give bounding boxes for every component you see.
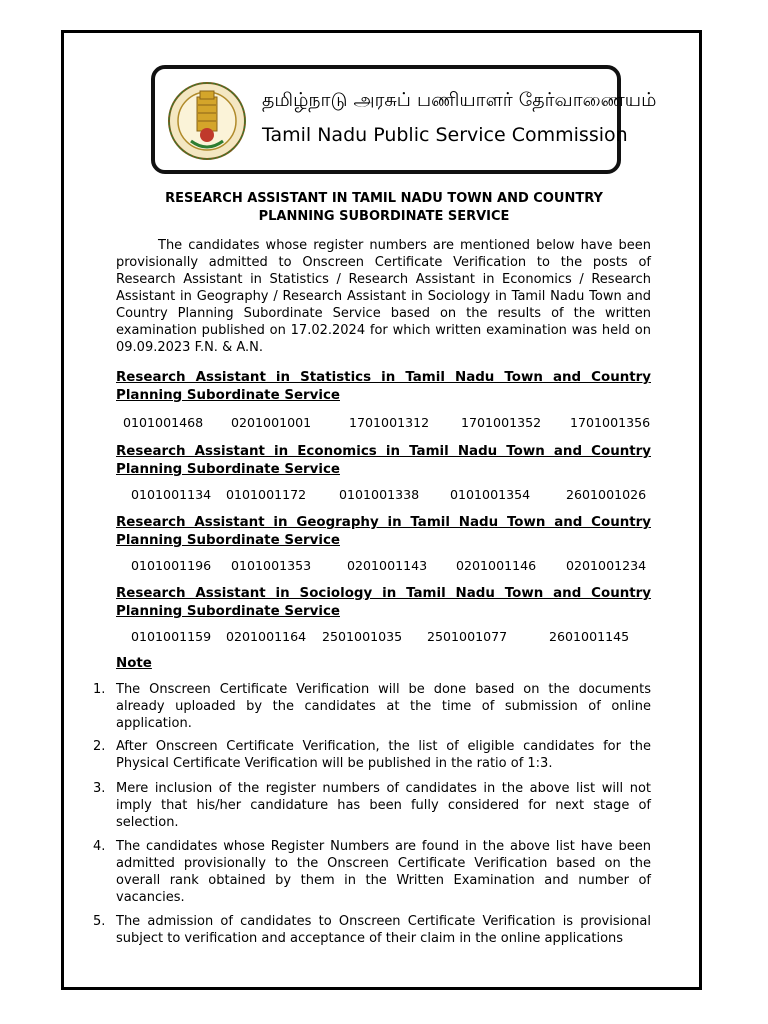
note-item-number: 1.	[93, 682, 106, 697]
register-number: 0201001001	[231, 415, 312, 430]
section-heading-geography: Research Assistant in Geography in Tamil Nadu Town and Country Planning Subordinate Service	[116, 515, 651, 548]
note-heading: Note	[116, 656, 152, 671]
section-heading-sociology: Research Assistant in Sociology in Tamil Nadu Town and Country Planning Subordinate Service	[116, 586, 651, 619]
register-number: 0101001196	[131, 558, 212, 573]
header-banner	[151, 65, 657, 174]
register-number: 2601001026	[566, 487, 647, 502]
register-number: 0101001353	[231, 558, 312, 573]
register-number: 0101001354	[450, 487, 531, 502]
note-item-text: The candidates whose Register Numbers are found in the above list have been admitted provisionally to the Onscreen Certificate Verification based on the overall rank obtained by them in the Written Examination and number of vacancies.	[116, 839, 651, 905]
register-number: 0201001146	[456, 558, 537, 573]
title-line-2: PLANNING SUBORDINATE SERVICE	[258, 209, 510, 224]
intro-text: The candidates whose register numbers are mentioned below have been provisionally admitted to Onscreen Certificate Verification to the posts of Research Assistant in Statistics / Research Assistant in Economics / Research Assistant in Geography / Research Assistant in Sociology in Tamil Nadu Town and Country Planning Subordinate Service based on the results of the written examination published on 17.02.2024 for which written examination was held on 09.09.2023 F.N. & A.N.	[116, 238, 651, 355]
note-item-number: 3.	[93, 781, 106, 796]
section-heading-economics: Research Assistant in Economics in Tamil Nadu Town and Country Planning Subordinate Service	[116, 444, 651, 477]
register-number: 0201001234	[566, 558, 647, 573]
register-number: 0201001143	[347, 558, 428, 573]
note-item	[93, 780, 651, 831]
title-line-1: RESEARCH ASSISTANT IN TAMIL NADU TOWN AND COUNTRY	[165, 191, 603, 206]
organisation-name-english: Tamil Nadu Public Service Commission	[262, 124, 628, 146]
organisation-name-tamil: தமிழ்நாடு அரசுப் பணியாளர் தேர்வாணையம்	[262, 89, 657, 111]
register-number: 2601001145	[549, 629, 630, 644]
register-number: 1701001312	[349, 415, 430, 430]
intro-paragraph	[116, 237, 651, 356]
register-number: 2501001035	[322, 629, 403, 644]
tamil-nadu-emblem-icon	[167, 75, 247, 167]
note-item-text: The Onscreen Certificate Verification will be done based on the documents already uploaded by the candidates at the time of submission of online application.	[116, 682, 651, 731]
register-number: 1701001352	[461, 415, 542, 430]
note-item-text: Mere inclusion of the register numbers of candidates in the above list will not imply that his/her candidature has been fully considered for next stage of selection.	[116, 781, 651, 830]
register-number: 0101001468	[123, 415, 204, 430]
register-number: 0101001338	[339, 487, 420, 502]
register-number: 2501001077	[427, 629, 508, 644]
register-number: 0101001134	[131, 487, 212, 502]
note-item-number: 5.	[93, 914, 106, 929]
register-number: 0101001172	[226, 487, 307, 502]
note-item-number: 2.	[93, 739, 106, 754]
note-item	[93, 738, 651, 772]
note-item-text: The admission of candidates to Onscreen Certificate Verification is provisional subject to verification and acceptance of their claim in the online applications	[116, 914, 651, 946]
note-item	[93, 681, 651, 732]
register-number: 0101001159	[131, 629, 212, 644]
register-number: 0201001164	[226, 629, 307, 644]
note-item-number: 4.	[93, 839, 106, 854]
document-title	[100, 190, 668, 226]
note-item	[93, 838, 651, 906]
section-heading-statistics: Research Assistant in Statistics in Tamil Nadu Town and Country Planning Subordinate Service	[116, 370, 651, 403]
register-number: 1701001356	[570, 415, 651, 430]
note-item-text: After Onscreen Certificate Verification, the list of eligible candidates for the Physical Certificate Verification will be published in the ratio of 1:3.	[116, 739, 651, 771]
note-item	[93, 913, 651, 947]
